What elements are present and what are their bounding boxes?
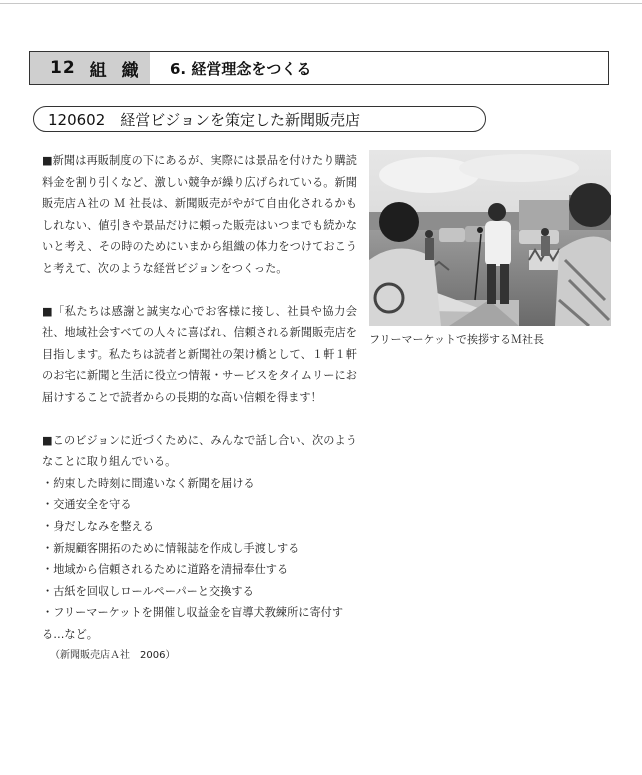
body-text [42,150,357,667]
photo-flea-market [369,150,611,326]
chapter-title-char-1: 組 [89,60,108,81]
chapter-header [29,51,609,85]
list-item: ・新規顧客開拓のために情報誌を作成し手渡しする [42,541,300,555]
source-citation: （新聞販売店Ａ社 2006） [50,650,176,662]
list-item: ・約束した時刻に間違いなく新聞を届ける [42,476,255,490]
topic-title: 120602 経営ビジョンを策定した新聞販売店 [33,106,486,132]
list-item: ・地域から信頼されるために道路を清掃奉仕する [42,563,289,577]
list-item: ・古紙を回収しロールペーパーと交換する [42,584,254,598]
paragraph-vision: ■「私たちは感謝と誠実な心でお客様に接し、社員や協力会社、地域社会すべての人々に喜ばれ、信頼される新聞販売店を目指します。私たちは読者と新聞社の架け橋として、１軒１軒のお宅に新聞と生活に役立つ情報・サービスをタイムリーにお届けすることで読者からの長期的な高い信頼を得ます！ [42,304,357,404]
chapter-number: 12 [50,58,76,78]
paragraph-actions-intro: ■このビジョンに近づくために、みんなで話し合い、次のようなことに取り組んでいる。 [42,433,357,469]
section-title: 6. 経営理念をつくる [170,59,312,78]
paragraph-intro: ■新聞は再販制度の下にあるが、実際には景品を付けたり購読料金を割り引くなど、激しい競争が繰り広げられている。新聞販売店Ａ社の Ｍ 社長は、新聞販売がやがて自由化されるかもしれない、値引きや景品だけに頼った販売はいつまでも続かないと考え、その時のためにいまから組織の体力をつけておこうと考えて、次のような経営ビジョンをつくった。 [42,154,357,275]
top-rule [0,3,642,4]
list-item: ・フリーマーケットを開催し収益金を盲導犬教練所に寄付する…など。 [42,606,344,641]
list-item: ・交通安全を守る [42,498,132,512]
photo-illustration [369,150,611,326]
photo-caption: フリーマーケットで挨拶するＭ社長 [369,333,545,346]
list-item: ・身だしなみを整える [42,519,154,533]
chapter-title-char-2: 織 [121,60,140,81]
chapter-label [30,52,150,84]
action-list [42,473,357,646]
